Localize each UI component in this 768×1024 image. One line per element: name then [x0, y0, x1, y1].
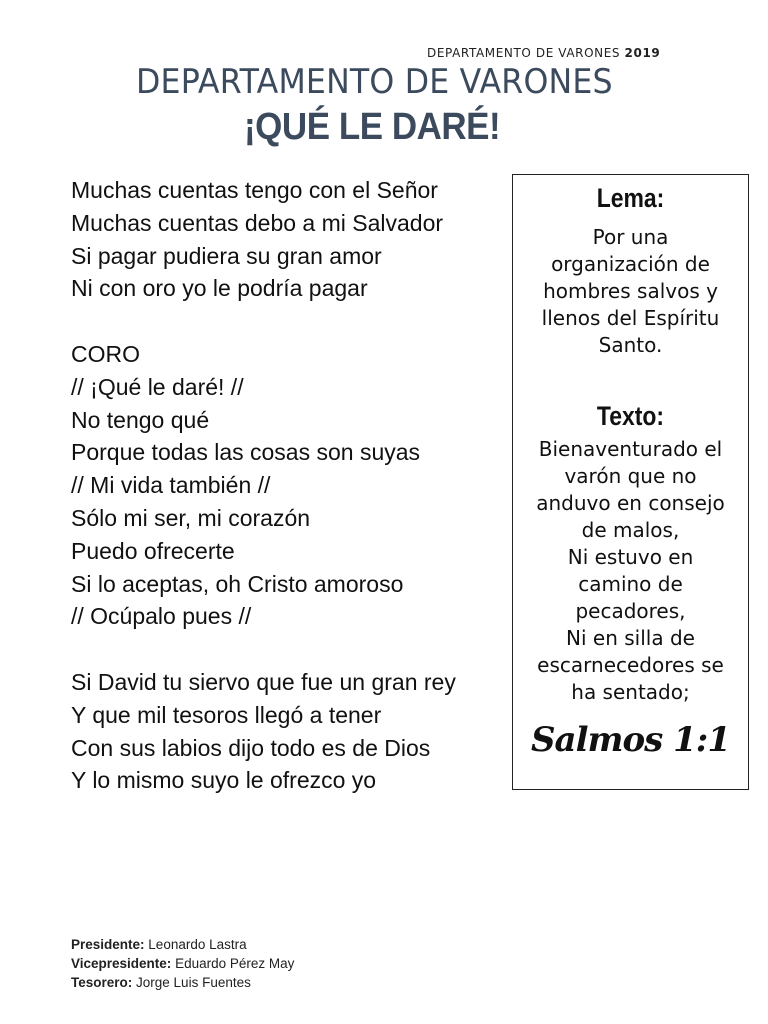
officer-label: Presidente: [71, 937, 145, 952]
song-title: ¡QUÉ LE DARÉ! [244, 106, 501, 148]
lema-box [512, 174, 749, 790]
texto-line: de malos, [581, 518, 680, 542]
texto-line: varón que no [564, 464, 697, 488]
texto-line: escarnecedores se [537, 653, 724, 677]
texto-heading: Texto: [596, 401, 665, 431]
officer-name: Jorge Luis Fuentes [136, 975, 251, 990]
texto-line: Ni estuvo en [567, 545, 694, 569]
chorus-label: CORO [71, 340, 140, 367]
officer-name: Leonardo Lastra [148, 937, 247, 952]
lema-line: Por una [592, 225, 669, 249]
lyric-line: Con sus labios dijo todo es de Dios [71, 734, 431, 761]
header-tag-year: 2019 [624, 46, 661, 60]
lema-line: llenos del Espíritu [541, 306, 720, 330]
lyric-line: Y lo mismo suyo le ofrezco yo [71, 767, 377, 794]
lema-line: organización de [551, 252, 710, 276]
officer-row [71, 935, 294, 954]
lyric-line: Y que mil tesoros llegó a tener [71, 701, 382, 728]
header-tag-text: DEPARTAMENTO DE VARONES [427, 46, 621, 60]
texto-text [523, 436, 738, 706]
lyric-line: Sólo mi ser, mi corazón [71, 504, 311, 531]
lema-line: Santo. [598, 333, 663, 357]
lema-line: hombres salvos y [543, 279, 718, 303]
lyrics [71, 174, 501, 797]
lyric-line: Si pagar pudiera su gran amor [71, 242, 382, 269]
lema-heading: Lema: [596, 183, 665, 213]
lyric-line: No tengo qué [71, 406, 210, 433]
texto-line: Ni en silla de [566, 626, 695, 650]
texto-line: Bienaventurado el [538, 437, 723, 461]
stanza-gap [71, 305, 501, 338]
officers-list [71, 935, 294, 992]
officer-label: Tesorero: [71, 975, 133, 990]
lyric-line: Muchas cuentas debo a mi Salvador [71, 209, 444, 236]
stanza-gap [71, 633, 501, 666]
officer-row [71, 973, 294, 992]
scripture-reference: Salmos 1:1 [531, 720, 730, 760]
lyric-line: // ¡Qué le daré! // [71, 373, 244, 400]
lyric-line: Si David tu siervo que fue un gran rey [71, 668, 456, 695]
lyric-line: // Mi vida también // [71, 472, 271, 499]
header-tag [427, 46, 660, 60]
department-title: DEPARTAMENTO DE VARONES [136, 62, 613, 102]
texto-line: anduvo en consejo [536, 491, 725, 515]
lyric-line: Muchas cuentas tengo con el Señor [71, 177, 438, 203]
texto-line: camino de [578, 572, 683, 596]
officer-label: Vicepresidente: [71, 956, 172, 971]
lyric-line: Si lo aceptas, oh Cristo amoroso [71, 570, 404, 597]
texto-line: ha sentado; [571, 680, 690, 704]
lema-text [523, 224, 738, 359]
texto-line: pecadores, [575, 599, 686, 623]
lyric-line: Ni con oro yo le podría pagar [71, 275, 368, 302]
lyric-line: Porque todas las cosas son suyas [71, 439, 421, 466]
officer-row [71, 954, 294, 973]
lyric-line: // Ocúpalo pues // [71, 603, 252, 630]
lyric-line: Puedo ofrecerte [71, 537, 235, 564]
officer-name: Eduardo Pérez May [175, 956, 295, 971]
